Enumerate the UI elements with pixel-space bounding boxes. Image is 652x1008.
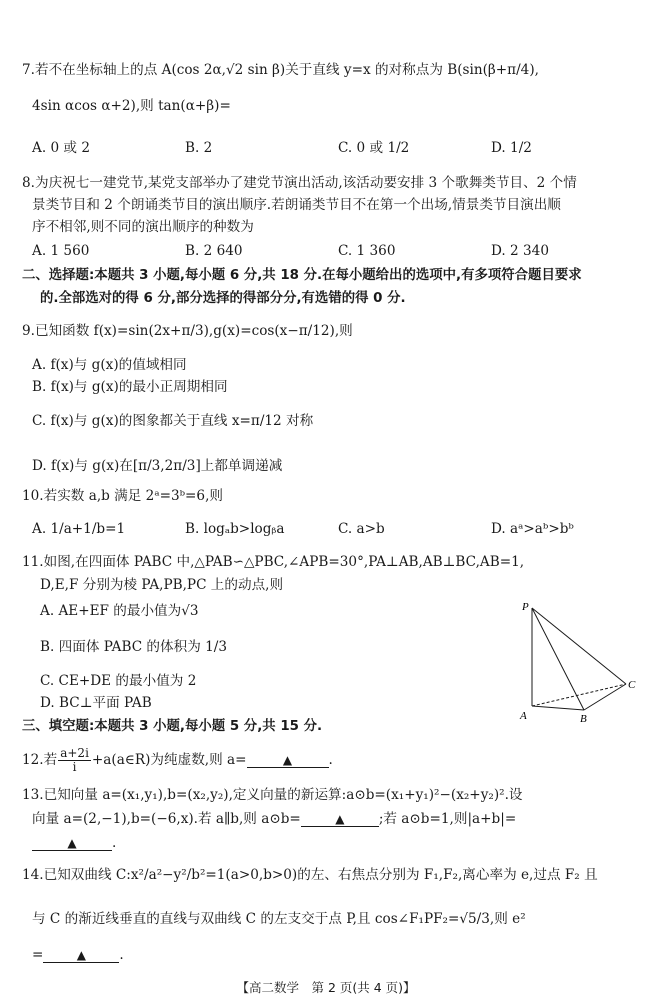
- q13-line2: [32, 810, 516, 828]
- q10-option-d: D. aᵃ>aᵇ>bᵇ: [491, 521, 574, 537]
- edge-AC: [532, 684, 626, 706]
- q13-answer-blank-2: [32, 836, 112, 851]
- q12-fraction: [58, 747, 91, 774]
- q7-option-b: B. 2: [185, 140, 213, 156]
- q8-line2: 景类节目和 2 个朗诵类节目的演出顺序.若朗诵类节目不在第一个出场,情景类节目演出顺: [32, 197, 561, 213]
- tetrahedron-figure: [510, 598, 640, 723]
- q14-line1: 14.已知双曲线 C:x²/a²−y²/b²=1(a>0,b>0)的左、右焦点分别为 F₁,F₂,离心率为 e,过点 F₂ 且: [22, 867, 598, 883]
- q13-end: .: [112, 835, 117, 851]
- edge-PC: [532, 608, 626, 684]
- q8-line1: 8.为庆祝七一建党节,某党支部举办了建党节演出活动,该活动要安排 3 个歌舞类节目、2 个情: [22, 175, 577, 191]
- q14-equals: =: [32, 947, 44, 963]
- q7-option-c: C. 0 或 1/2: [338, 140, 410, 156]
- q9-option-a: A. f(x)与 g(x)的值域相同: [32, 357, 187, 373]
- q10-option-c: C. a>b: [338, 521, 385, 537]
- q11-line2: D,E,F 分别为棱 PA,PB,PC 上的动点,则: [40, 577, 284, 593]
- q13-answer-blank-1: [301, 812, 379, 827]
- q11-option-d: D. BC⊥平面 PAB: [40, 695, 152, 711]
- answer-marker-icon: ▲: [76, 948, 86, 962]
- answer-marker-icon: ▲: [282, 753, 293, 767]
- q11-option-c: C. CE+DE 的最小值为 2: [40, 673, 197, 689]
- q11-option-b: B. 四面体 PABC 的体积为 1/3: [40, 639, 227, 655]
- q10-option-a: A. 1/a+1/b=1: [32, 521, 126, 537]
- label-P: P: [522, 601, 529, 613]
- q13-line2-mid: ;若 a⊙b=1,则|a+b|=: [378, 811, 517, 827]
- q9-option-b: B. f(x)与 g(x)的最小正周期相同: [32, 379, 228, 395]
- q13-line1: 13.已知向量 a=(x₁,y₁),b=(x₂,y₂),定义向量的新运算:a⊙b=(x₁+y₁)²−(x₂+y₂)².设: [22, 787, 523, 803]
- q13-line2-pre: 向量 a=(2,−1),b=(−6,x).若 a∥b,则 a⊙b=: [32, 811, 301, 827]
- q8-option-c: C. 1 360: [338, 243, 396, 259]
- q11-option-a: A. AE+EF 的最小值为√3: [40, 603, 199, 619]
- section3-header: 三、填空题:本题共 3 小题,每小题 5 分,共 15 分.: [22, 719, 323, 734]
- q14-line2: 与 C 的渐近线垂直的直线与双曲线 C 的左支交于点 P,且 cos∠F₁PF₂=√5/3,则 e²: [32, 911, 526, 927]
- section2-header-line2: 的.全部选对的得 6 分,部分选择的得部分分,有选错的得 0 分.: [40, 291, 406, 306]
- edge-AB: [532, 706, 584, 710]
- q7-line1: 7.若不在坐标轴上的点 A(cos 2α,√2 sin β)关于直线 y=x 的对称点为 B(sin(β+π/4),: [22, 62, 539, 78]
- q11-line1: 11.如图,在四面体 PABC 中,△PAB∽△PBC,∠APB=30°,PA⊥AB,AB⊥BC,AB=1,: [22, 554, 525, 570]
- answer-marker-icon: ▲: [335, 812, 345, 826]
- page-footer: 【高二数学 第 2 页(共 4 页)】: [236, 980, 416, 995]
- q14-line3: [32, 946, 124, 964]
- q9-option-c: C. f(x)与 g(x)的图象都关于直线 x=π/12 对称: [32, 413, 314, 429]
- q8-option-b: B. 2 640: [185, 243, 243, 259]
- answer-marker-icon: ▲: [67, 836, 77, 850]
- q14-end: .: [119, 947, 124, 963]
- q8-option-d: D. 2 340: [491, 243, 549, 259]
- q9-option-d: D. f(x)与 g(x)在[π/3,2π/3]上都单调递减: [32, 458, 283, 474]
- label-A: A: [520, 710, 527, 722]
- q12-answer-blank: [247, 753, 329, 768]
- q12-frac-denominator: i: [72, 760, 77, 774]
- q8-option-a: A. 1 560: [32, 243, 90, 259]
- q12-end: .: [328, 752, 333, 768]
- q10-stem: 10.若实数 a,b 满足 2ᵃ=3ᵇ=6,则: [22, 488, 223, 504]
- q12-line: [22, 745, 333, 775]
- q7-line2: 4sin αcos α+2),则 tan(α+β)=: [32, 98, 231, 114]
- q12-suffix: +a(a∈R)为纯虚数,则 a=: [91, 752, 247, 768]
- q10-option-b: B. logₐb>logᵦa: [185, 521, 285, 537]
- label-C: C: [628, 679, 636, 691]
- q7-option-d: D. 1/2: [491, 140, 532, 156]
- q12-prefix: 12.若: [22, 752, 58, 768]
- q9-stem: 9.已知函数 f(x)=sin(2x+π/3),g(x)=cos(x−π/12),则: [22, 323, 353, 339]
- q14-answer-blank: [43, 948, 119, 963]
- q13-line3: [32, 834, 116, 852]
- section2-header-line1: 二、选择题:本题共 3 小题,每小题 6 分,共 18 分.在每小题给出的选项中,有多项符合题目要求: [22, 268, 582, 283]
- q7-option-a: A. 0 或 2: [32, 140, 90, 156]
- q12-frac-numerator: a+2i: [60, 746, 89, 760]
- edge-PB: [532, 608, 584, 710]
- q8-line3: 序不相邻,则不同的演出顺序的种数为: [32, 219, 254, 235]
- label-B: B: [580, 713, 587, 723]
- edge-BC: [584, 684, 626, 710]
